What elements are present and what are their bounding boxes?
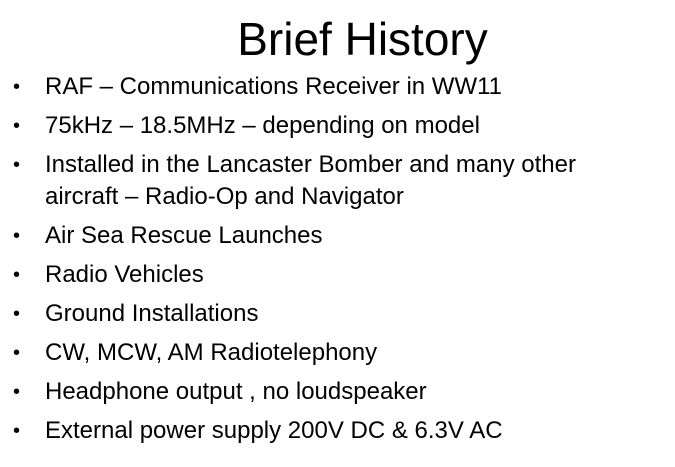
bullet-text: RAF – Communications Receiver in WW11 xyxy=(45,73,503,100)
bullet-icon: • xyxy=(13,264,21,286)
slide-title: Brief History xyxy=(237,13,488,65)
list-item xyxy=(0,415,675,447)
list-item xyxy=(0,259,675,291)
list-item xyxy=(0,376,675,408)
bullet-icon: • xyxy=(13,342,21,364)
bullet-icon: • xyxy=(13,115,21,137)
bullet-text: Air Sea Rescue Launches xyxy=(45,222,323,249)
bullet-text: Installed in the Lancaster Bomber and many other xyxy=(45,151,576,178)
bullet-icon: • xyxy=(13,420,21,442)
bullet-text: Radio Vehicles xyxy=(45,261,204,288)
bullet-text-continuation: aircraft – Radio-Op and Navigator xyxy=(45,183,404,210)
list-item xyxy=(0,71,675,103)
list-item xyxy=(0,337,675,369)
bullet-icon: • xyxy=(13,381,21,403)
bullet-list xyxy=(0,71,675,454)
bullet-icon: • xyxy=(13,303,21,325)
bullet-icon: • xyxy=(13,76,21,98)
list-item xyxy=(0,149,675,213)
list-item xyxy=(0,220,675,252)
bullet-text: 75kHz – 18.5MHz – depending on model xyxy=(45,112,480,139)
list-item xyxy=(0,298,675,330)
bullet-text: CW, MCW, AM Radiotelephony xyxy=(45,339,378,366)
bullet-text: Ground Installations xyxy=(45,300,259,327)
list-item xyxy=(0,110,675,142)
bullet-icon: • xyxy=(13,154,21,176)
bullet-icon: • xyxy=(13,225,21,247)
bullet-text: External power supply 200V DC & 6.3V AC xyxy=(45,417,503,444)
bullet-text: Headphone output , no loudspeaker xyxy=(45,378,427,405)
